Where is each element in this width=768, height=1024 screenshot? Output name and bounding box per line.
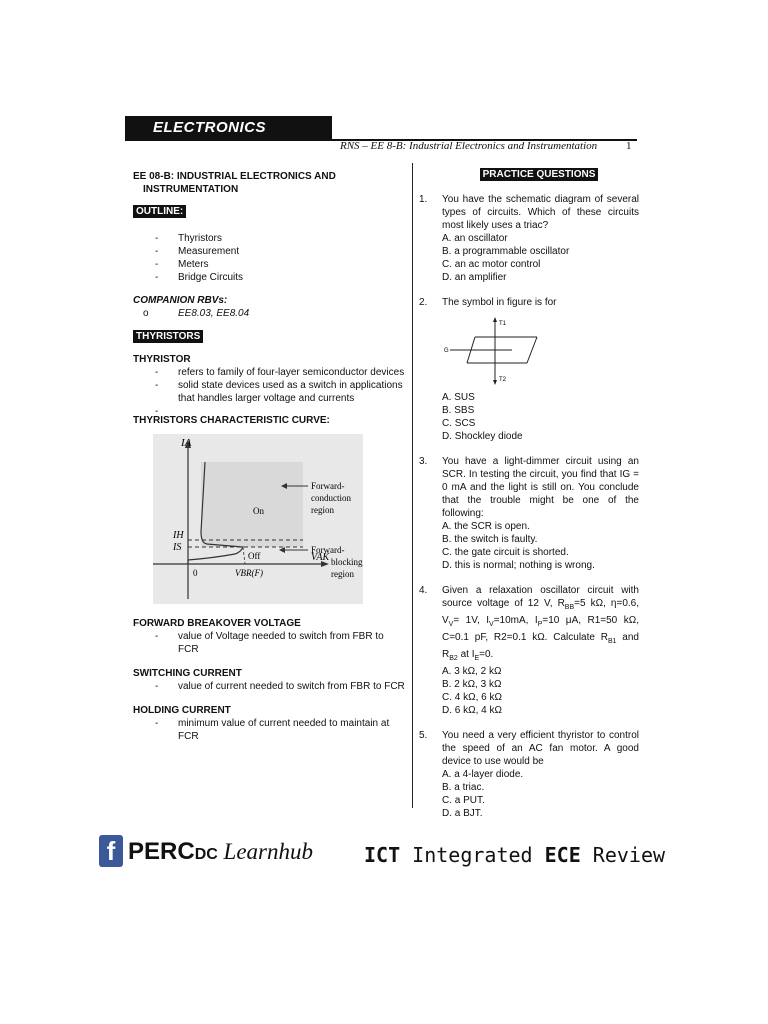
question-text: You have a light-dimmer circuit using an SCR. In testing the circuit, you find that IG = 0 mA and the light is still on. You conclude that the trouble might be one of the following: (442, 456, 639, 519)
option: B. a programmable oscillator (442, 246, 570, 257)
switching-current-heading: SWITCHING CURRENT (133, 668, 242, 679)
t2-arrow (493, 380, 497, 385)
percdc-logo (128, 836, 313, 871)
thyristor-list (133, 366, 405, 414)
label-on: On (253, 506, 264, 516)
facebook-icon: f (99, 835, 123, 867)
option: A. an oscillator (442, 233, 508, 244)
brand-part: PERC (128, 838, 195, 865)
option: B. 2 kΩ, 3 kΩ (442, 679, 502, 690)
option: D. a BJT. (442, 808, 483, 819)
fbv-heading: FORWARD BREAKOVER VOLTAGE (133, 618, 301, 629)
option: D. 6 kΩ, 4 kΩ (442, 705, 502, 716)
practice-questions-heading: PRACTICE QUESTIONS (480, 168, 599, 181)
brand-part: DC (194, 846, 218, 863)
option: D. Shockley diode (442, 431, 523, 442)
ict-review-logo: ICT Integrated ECE Review (364, 843, 666, 867)
companion-heading: COMPANION RBVs: (133, 295, 228, 306)
label-t1: T1 (499, 321, 507, 327)
holding-current-list (133, 717, 405, 743)
label-vak: VAK (311, 552, 330, 563)
holding-current-heading: HOLDING CURRENT (133, 705, 231, 716)
label-vbr: VBR(F) (235, 568, 263, 578)
left-column (133, 170, 405, 743)
option: A. a 4-layer diode. (442, 769, 524, 780)
fwd-conduction-label-3: region (311, 505, 334, 515)
doc-title-line1: EE 08-B: INDUSTRIAL ELECTRONICS AND (133, 171, 336, 182)
right-column (419, 168, 639, 820)
outline-item: - Bridge Circuits (133, 271, 405, 284)
question-text: You need a very efficient thyristor to control the speed of an AC fan motor. A good device to use would be (442, 730, 639, 767)
option: C. an ac motor control (442, 259, 541, 270)
page-number: 1 (626, 140, 632, 152)
question-1 (419, 193, 639, 284)
label-off: Off (248, 551, 261, 561)
option: A. SUS (442, 392, 475, 403)
option: A. 3 kΩ, 2 kΩ (442, 666, 502, 677)
label-is: IS (173, 542, 182, 553)
outline-item: - Meters (133, 258, 405, 271)
fwd-blocking-label-2: blocking (331, 557, 363, 567)
characteristic-curve-figure (153, 434, 363, 604)
doc-title-line2: INSTRUMENTATION (143, 184, 239, 195)
on-region-shade (201, 462, 303, 547)
question-3 (419, 455, 639, 572)
option: C. a PUT. (442, 795, 485, 806)
fbv-list (133, 630, 405, 656)
option: B. the switch is faulty. (442, 534, 538, 545)
column-divider (412, 163, 413, 808)
holding-current-item: - minimum value of current needed to maintain at FCR (133, 717, 405, 743)
fwd-blocking-label-1: Forward- (311, 545, 345, 555)
question-text: Given a relaxation oscillator circuit with source voltage of 12 V, $R_{BB}=5$ kΩ, η=0.6, $V_V= 1V$, $I_V=10mA$, $I_P=10$ μA, R1=50 kΩ, C=0.1 pF, R2=0.1 kΩ. Calculate $R_{B1}$ and $R_{B2}$ at $I_E=0$. (442, 585, 640, 662)
curve-heading: THYRISTORS CHARACTERISTIC CURVE: (133, 415, 330, 426)
option: A. the SCR is open. (442, 521, 530, 532)
symbol-figure (442, 315, 562, 387)
question-5 (419, 729, 639, 820)
label-origin: 0 (193, 568, 198, 578)
switching-current-list (133, 680, 405, 693)
question-2 (419, 296, 639, 443)
running-head: RNS – EE 8-B: Industrial Electronics and Instrumentation (340, 140, 598, 152)
switching-current-item: - value of current needed to switch from FBR to FCR (133, 680, 405, 693)
thyristors-section-heading: THYRISTORS (133, 330, 203, 343)
companion-text: EE8.03, EE8.04 (178, 308, 250, 319)
question-4 (419, 584, 639, 717)
option: D. an amplifier (442, 272, 507, 283)
label-g: G (444, 348, 449, 354)
option: B. SBS (442, 405, 475, 416)
thyristor-item: - refers to family of four-layer semiconductor devices (133, 366, 405, 379)
t1-arrow (493, 317, 497, 322)
section-banner: ELECTRONICS (125, 116, 332, 140)
question-number: 5. (419, 730, 428, 741)
question-text: The symbol in figure is for (442, 297, 557, 308)
option: C. SCS (442, 418, 476, 429)
label-ia: IA (181, 437, 192, 449)
fwd-conduction-label-2: conduction (311, 493, 351, 503)
label-ih: IH (173, 530, 184, 541)
companion-item (133, 307, 405, 320)
fwd-blocking-label-3: region (331, 569, 354, 579)
question-text: You have the schematic diagram of several types of circuits. Which of these circuits most likely uses a triac? (442, 194, 639, 231)
companion-bullet: o (143, 308, 149, 319)
option: C. the gate circuit is shorted. (442, 547, 569, 558)
symbol-right-edge (527, 337, 537, 363)
thyristor-item: - solid state devices used as a switch in applications that handles larger voltage and currents (133, 379, 405, 405)
outline-heading: OUTLINE: (133, 205, 186, 218)
question-number: 3. (419, 456, 428, 467)
fbv-item: - value of Voltage needed to switch from FBR to FCR (133, 630, 405, 656)
option: B. a triac. (442, 782, 485, 793)
label-t2: T2 (499, 377, 507, 383)
question-number: 4. (419, 585, 428, 596)
thyristor-item (133, 405, 405, 414)
outline-item: - Measurement (133, 245, 405, 258)
brand-part: Learnhub (217, 839, 313, 864)
outline-item: - Thyristors (133, 232, 405, 245)
thyristor-heading: THYRISTOR (133, 354, 191, 365)
option: D. this is normal; nothing is wrong. (442, 560, 595, 571)
outline-list (133, 232, 405, 284)
option: C. 4 kΩ, 6 kΩ (442, 692, 502, 703)
fwd-conduction-label-1: Forward- (311, 481, 345, 491)
question-number: 2. (419, 297, 428, 308)
question-number: 1. (419, 194, 428, 205)
